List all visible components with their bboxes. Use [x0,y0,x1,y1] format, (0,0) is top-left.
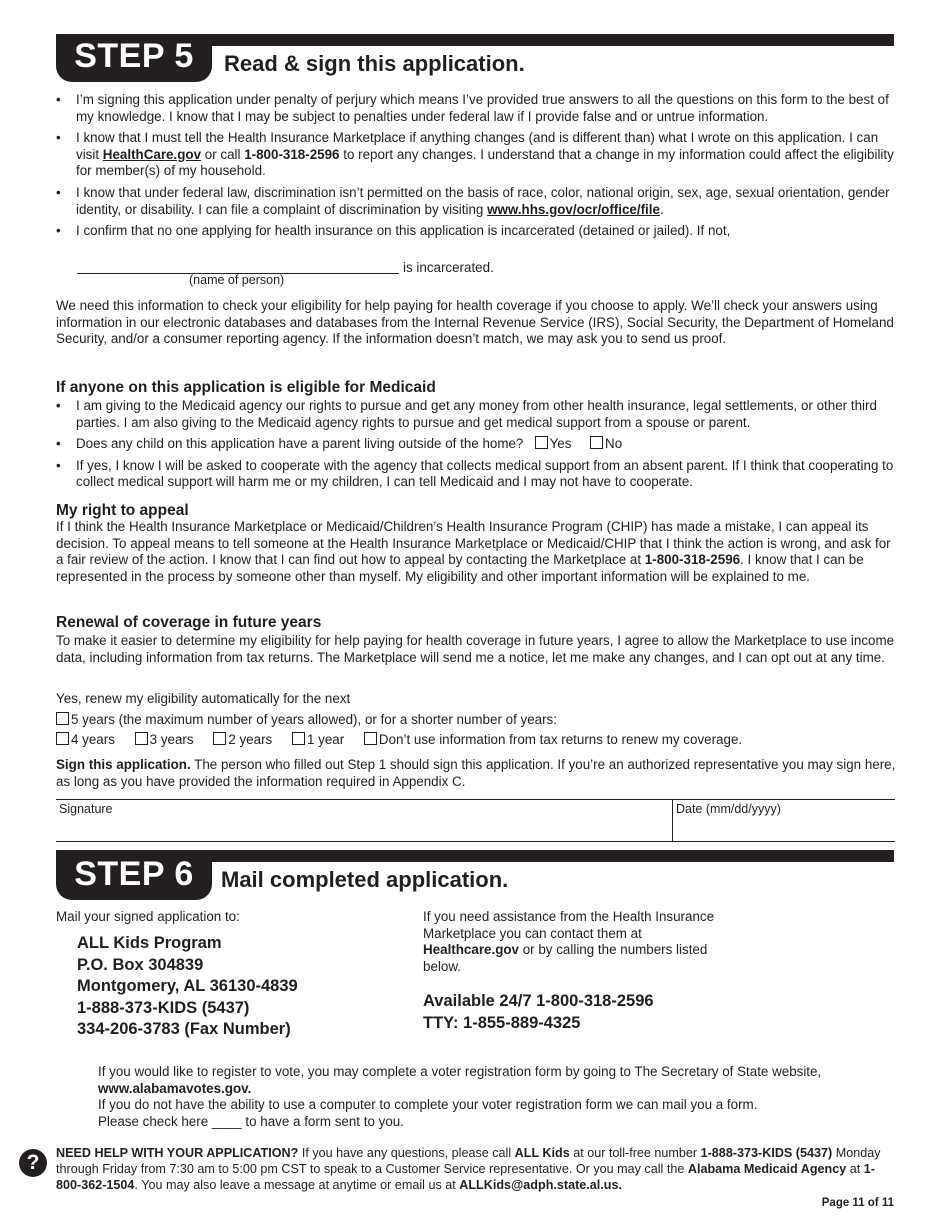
list-item: • If yes, I know I will be asked to cooperate with the agency that collects medical support from an absent parent. If I think that cooperating to collect medical support will harm me or my children, I can tell Medicaid and I may not have to cooperate. [56,458,896,491]
assistance-phones: Available 24/7 1-800-318-2596 TTY: 1-855-889-4325 [423,992,654,1032]
page-number: Page 11 of 11 [821,1197,894,1209]
mailing-address: ALL Kids Program P.O. Box 304839 Montgomery, AL 36130-4839 1-888-373-KIDS (5437) 334-206-3783 (Fax Number) [77,934,298,1039]
renew-3-years-checkbox[interactable] [135,732,148,745]
help-email[interactable]: ALLKids@adph.state.al.us. [459,1178,622,1192]
renew-none-checkbox[interactable] [364,732,377,745]
appeal-text: If I think the Health Insurance Marketplace or Medicaid/Children’s Health Insurance Program (CHIP) has made a mistake, I can appeal its decision. To appeal means to tell someone at the Health Insurance Marketplace or Medicaid/CHIP that I think the action is wrong, and ask for a fair review of the action. I know that I can find out how to appeal by contacting the Marketplace at 1-800-318-2596. I know that I can be represented in the process by someone other than myself. My eligibility and other important information will be explained to me. [56,519,891,584]
renewal-heading: Renewal of coverage in future years [56,614,322,631]
step6-label: STEP 6 [56,852,212,900]
parent-outside-yes-checkbox[interactable] [535,436,548,449]
name-caption: (name of person) [189,273,285,287]
healthcare-link[interactable]: HealthCare.gov [102,146,202,162]
list-item: • I’m signing this application under penalty of perjury which means I’ve provided true answers to all the questions on this form to the best of my knowledge. I know that I may be subject to penalties under federal law if I provide false and or untrue information. [56,92,896,125]
healthcare-gov-link[interactable]: Healthcare.gov [423,942,520,958]
help-text: NEED HELP WITH YOUR APPLICATION? If you have any questions, please call ALL Kids at our toll-free number 1-888-373-KIDS (5437) Monday through Friday from 7:30 am to 5:00 pm CST to speak to a Customer Service representative. Or you may call the Alabama Medicaid Agency at 1-800-362-1504. You may also leave a message at anytime or email us at ALLKids@adph.state.al.us. [56,1146,881,1192]
alabamavotes-link[interactable]: www.alabamavotes.gov. [98,1080,252,1096]
marketplace-phone: 1-800-318-2596 [244,146,340,162]
signature-box [56,799,895,842]
voter-registration: If you would like to register to vote, you may complete a voter registration form by going to The Secretary of State website, www.alabamavotes.gov. If you do not have the ability to use a computer to complete your voter registration form we can mail you a form. Please check here ____ to have a form sent to you. [98,1064,822,1129]
list-item: • I am giving to the Medicaid agency our rights to pursue and get any money from other health insurance, legal settlements, or other third parties. I am also giving to the Medicaid agency rights to pursue and get medical support from a spouse or parent. [56,398,896,431]
signature-label: Signature [59,802,113,816]
step5-bullets [56,92,896,245]
medicaid-bullets [56,398,896,496]
date-field[interactable] [673,800,895,841]
assistance-text: If you need assistance from the Health Insurance Marketplace you can contact them at Healthcare.gov or by calling the numbers listed below. [423,909,715,974]
list-item: • I confirm that no one applying for health insurance on this application is incarcerated (detained or jailed). If not, [56,223,896,240]
mail-to: Mail your signed application to: [56,909,240,924]
renewal-text: To make it easier to determine my eligibility for help paying for health coverage in future years, I agree to allow the Marketplace to use income data, including information from tax returns. The Marketplace will send me a notice, let me make any changes, and I can opt out at any time. [56,633,895,665]
list-item: • Does any child on this application have a parent living outside of the home? Yes No [56,436,896,453]
list-item: • I know that I must tell the Health Insurance Marketplace if anything changes (and is different than) what I wrote on this application. I can visit HealthCare.gov or call 1-800-318-2596 to report any changes. I understand that a change in my information could affect the eligibility for member(s) of my household. [56,130,896,180]
incarcerated-suffix: is incarcerated. [403,260,494,275]
hhs-ocr-link[interactable]: www.hhs.gov/ocr/office/file [487,201,660,217]
renew-1-year-checkbox[interactable] [292,732,305,745]
parent-outside-no-checkbox[interactable] [590,436,603,449]
question-icon: ? [19,1149,47,1177]
step5-label: STEP 5 [56,34,212,82]
renew-line: Yes, renew my eligibility automatically for the next [56,691,351,706]
info-paragraph: We need this information to check your eligibility for help paying for health coverage if you choose to apply. We’ll check your answers using information in our electronic databases and databases from the Internal Revenue Service (IRS), Social Security, the Department of Homeland Security, and/or a consumer reporting agency. If the information doesn’t match, we may ask you to send us proof. [56,298,894,347]
renew-shorter-options: 4 years 3 years 2 years 1 year Don’t use information from tax returns to renew my coverage. [56,732,896,749]
renew-4-years-checkbox[interactable] [56,732,69,745]
step6-title: Mail completed application. [221,867,509,892]
renew-5-years-option: 5 years (the maximum number of years allowed), or for a shorter number of years: [56,712,896,729]
appeal-heading: My right to appeal [56,502,189,519]
sign-instructions: Sign this application. The person who filled out Step 1 should sign this application. If you’re an authorized representative you may sign here, as long as you have provided the information required in Appendix C. [56,757,896,789]
medicaid-heading: If anyone on this application is eligible for Medicaid [56,379,436,396]
renew-2-years-checkbox[interactable] [213,732,226,745]
date-label: Date (mm/dd/yyyy) [676,802,781,816]
list-item: • I know that under federal law, discrimination isn’t permitted on the basis of race, color, national origin, sex, age, sexual orientation, gender identity, or disability. I can file a complaint of discrimination by visiting www.hhs.gov/ocr/office/file. [56,185,896,218]
step5-title: Read & sign this application. [224,51,525,76]
signature-field[interactable] [56,800,671,841]
renew-5-years-checkbox[interactable] [56,712,69,725]
